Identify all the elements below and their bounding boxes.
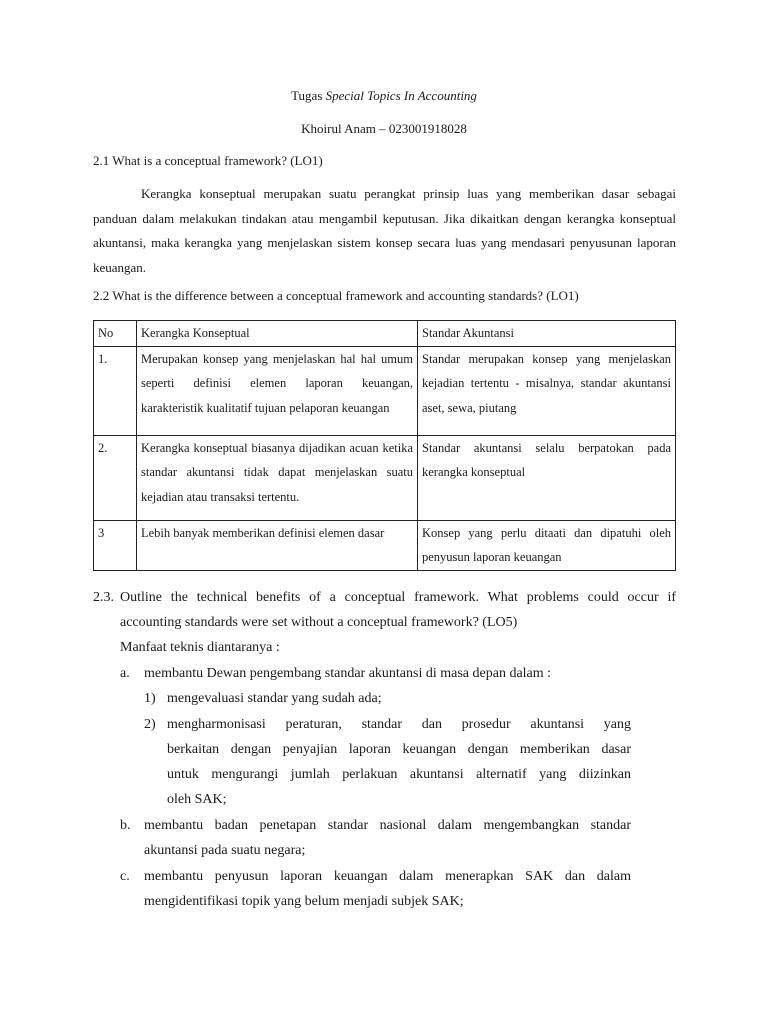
document-title	[0, 88, 768, 104]
standar-cell: Konsep yang perlu ditaati dan dipatuhi oleh penyusun laporan keuangan	[418, 520, 676, 570]
item-c-marker: c.	[120, 869, 130, 884]
item-a-marker: a.	[120, 666, 130, 681]
table-row	[94, 435, 676, 520]
subitem-2-marker: 2)	[144, 717, 156, 732]
header-no: No	[94, 321, 137, 347]
header-kerangka-konseptual: Kerangka Konseptual	[137, 321, 418, 347]
item-b-line2: akuntansi pada suatu negara;	[144, 843, 306, 858]
kerangka-cell: Merupakan konsep yang menjelaskan hal hal umum seperti definisi elemen laporan keuangan, karakteristik kualitatif tujuan pelaporan keuangan	[137, 346, 418, 435]
title-plain: Tugas	[291, 88, 326, 103]
q22-heading: 2.2 What is the difference between a conceptual framework and accounting standards? (LO1)	[93, 288, 579, 303]
table-row	[94, 346, 676, 435]
q21-heading: 2.1 What is a conceptual framework? (LO1)	[93, 153, 323, 168]
q23-heading-line1: Outline the technical benefits of a conceptual framework. What problems could occur if	[120, 590, 676, 605]
table-header-row	[94, 321, 676, 347]
comparison-table	[93, 320, 676, 571]
q21-paragraph-text: Kerangka konseptual merupakan suatu perangkat prinsip luas yang memberikan dasar sebagai panduan dalam melakukan tindakan atau mengambil keputusan. Jika dikaitkan dengan kerangka konseptual akuntansi, maka kerangka yang menjelaskan sistem konsep secara luas yang mendasari penyusunan laporan keuangan.	[93, 186, 676, 275]
subitem-1-text: mengevaluasi standar yang sudah ada;	[167, 691, 382, 706]
author-line: Khoirul Anam – 023001918028	[301, 121, 467, 136]
kerangka-cell: Kerangka konseptual biasanya dijadikan acuan ketika standar akuntansi tidak dapat menjelaskan suatu kejadian atau transaksi tertentu.	[137, 435, 418, 520]
q23-intro: Manfaat teknis diantaranya :	[120, 640, 280, 655]
row-number: 1.	[94, 346, 137, 435]
q23-heading-line2: accounting standards were set without a conceptual framework? (LO5)	[120, 615, 518, 630]
header-standar-akuntansi: Standar Akuntansi	[418, 321, 676, 347]
item-c-line1: membantu penyusun laporan keuangan dalam menerapkan SAK dan dalam	[144, 869, 631, 884]
item-b-marker: b.	[120, 818, 131, 833]
item-c-line2: mengidentifikasi topik yang belum menjadi subjek SAK;	[144, 894, 464, 909]
kerangka-cell: Lebih banyak memberikan definisi elemen dasar	[137, 520, 418, 570]
subitem-2-line4: oleh SAK;	[167, 792, 227, 807]
item-b-line1: membantu badan penetapan standar nasional dalam mengembangkan standar	[144, 818, 631, 833]
standar-cell: Standar merupakan konsep yang menjelaskan kejadian tertentu - misalnya, standar akuntansi aset, sewa, piutang	[418, 346, 676, 435]
subitem-1-marker: 1)	[144, 691, 156, 706]
subitem-2-line1: mengharmonisasi peraturan, standar dan prosedur akuntansi yang	[167, 717, 631, 732]
title-italic: Special Topics In Accounting	[325, 88, 477, 103]
subitem-2-line2: berkaitan dengan penyajian laporan keuangan dengan memberikan dasar	[167, 742, 631, 757]
table-row	[94, 520, 676, 570]
standar-cell: Standar akuntansi selalu berpatokan pada kerangka konseptual	[418, 435, 676, 520]
q23-number: 2.3.	[93, 590, 114, 605]
row-number: 2.	[94, 435, 137, 520]
subitem-2-line3: untuk mengurangi jumlah perlakuan akuntansi alternatif yang diizinkan	[167, 767, 631, 782]
row-number: 3	[94, 520, 137, 570]
q21-paragraph	[93, 182, 676, 280]
item-a-text: membantu Dewan pengembang standar akuntansi di masa depan dalam :	[144, 666, 552, 681]
